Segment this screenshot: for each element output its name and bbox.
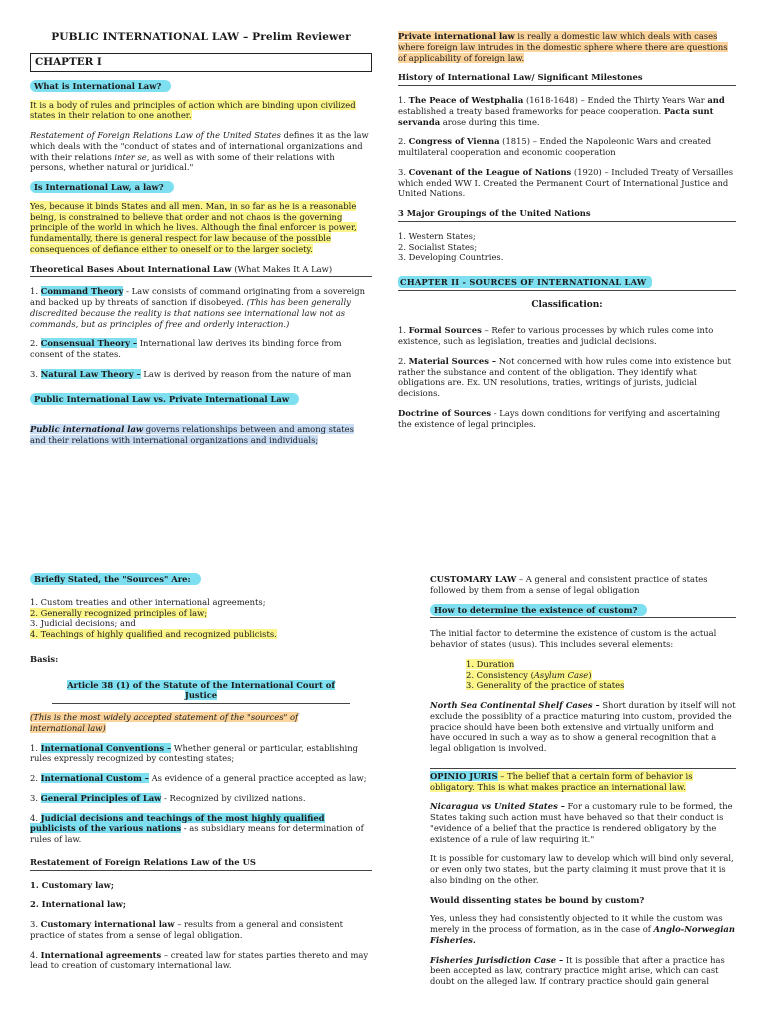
material-text: Not concerned with how rules come into existence but rather the substance and content of the obligation. They identify what obligations are. Ex. UN resolutions, traties, writings of jurists, judicial decisions. bbox=[398, 355, 732, 399]
document-title: PUBLIC INTERNATIONAL LAW – Prelim Reviewer bbox=[51, 31, 351, 43]
private-il-label: Private international law bbox=[398, 31, 515, 41]
source-item bbox=[30, 629, 372, 640]
question-is-law bbox=[30, 182, 372, 193]
groupings-heading: 3 Major Groupings of the United Nations bbox=[398, 208, 736, 222]
page2-left-column bbox=[30, 574, 372, 980]
milestone-westphalia bbox=[398, 95, 736, 127]
element-consistency-close: ) bbox=[588, 669, 592, 680]
command-theory bbox=[30, 286, 372, 329]
m1-text2: established a treaty based frameworks for peace cooperation. bbox=[398, 105, 664, 116]
theoretical-sub: (What Makes It A Law) bbox=[231, 263, 333, 274]
material-num: 2. bbox=[398, 355, 409, 366]
a2-num: 2. bbox=[30, 773, 41, 783]
asylum-case: Asylum Case bbox=[533, 669, 589, 680]
source-item bbox=[30, 597, 372, 608]
m1-end: arose during this time. bbox=[440, 116, 540, 127]
pub-vs-priv-text: Public International Law vs. Private International Law bbox=[30, 393, 299, 405]
natural-law-theory bbox=[30, 369, 372, 380]
milestone-league bbox=[398, 167, 736, 199]
north-sea-text: Short duration by itself will not exclude the possiblity of a practice maturing into custom, provided the pracice should have been both extensive and virtually uniform and have occured in such a way as to show a general recognition that a legal obligation is involved. bbox=[430, 700, 736, 753]
m2-text: – Ended the Napoleonic Wars and created multilateral cooperation and economic cooperation bbox=[398, 136, 712, 157]
grouping-item: 2. Socialist States; bbox=[398, 241, 478, 252]
private-il-paragraph bbox=[398, 31, 736, 63]
a3-text: - Recognized by civilized nations. bbox=[161, 792, 306, 803]
element-item bbox=[466, 680, 736, 691]
initial-factor-paragraph: The initial factor to determine the existence of custom is the actual behavior of states (usus). This includes several elements: bbox=[430, 628, 717, 649]
r1-text: 1. Customary law; bbox=[30, 879, 114, 890]
is-law-answer bbox=[30, 201, 372, 255]
m3-years: (1920) bbox=[571, 166, 602, 177]
m1-years: (1618-1648) bbox=[523, 95, 578, 105]
source-item bbox=[30, 608, 372, 619]
restatement-item-4 bbox=[30, 950, 372, 972]
customary-law-label: CUSTOMARY LAW bbox=[430, 574, 517, 584]
command-label: Command Theory bbox=[40, 286, 124, 297]
inter-se: inter se bbox=[114, 151, 147, 162]
command-text: - Law consists of command originating from a sovereign and backed up by threats of sanction if disobeyed. bbox=[30, 286, 365, 308]
elements-list bbox=[430, 659, 736, 691]
source-item-text: 3. Judicial decisions; and bbox=[30, 618, 136, 629]
dissenting-answer bbox=[430, 913, 736, 945]
article-item-principles bbox=[30, 793, 372, 804]
dissenting-answer-text: Yes, unless they had consistently objected to it while the custom was merely in the process of formation, as in the case of bbox=[430, 913, 723, 934]
command-num: 1. bbox=[30, 286, 41, 297]
nicaragua-label: Nicaragua vs United States – bbox=[430, 801, 565, 812]
element-duration: 1. Duration bbox=[466, 658, 515, 669]
m2-num: 2. bbox=[398, 136, 409, 147]
definition-paragraph bbox=[30, 100, 372, 122]
restatement-item-3 bbox=[30, 919, 372, 941]
restatement-end: , as well as with some of their relations with persons, whether natural or juridical." bbox=[30, 151, 335, 173]
theoretical-head: Theoretical Bases About International Law bbox=[30, 263, 232, 274]
milestone-vienna bbox=[398, 136, 736, 158]
article-item-custom bbox=[30, 773, 372, 784]
r3-num: 3. bbox=[30, 919, 41, 929]
chapter-2-text: CHAPTER II - SOURCES OF INTERNATIONAL LAW bbox=[398, 276, 652, 288]
opinio-juris-label: OPINIO JURIS bbox=[430, 770, 498, 781]
opinio-juris-text: – The belief that a certain form of behavior is obligatory. This is what makes practice an international law. bbox=[430, 770, 693, 792]
a2-label: International Custom – bbox=[40, 773, 149, 783]
how-custom-heading bbox=[430, 605, 736, 619]
article-item-judicial bbox=[30, 813, 372, 845]
element-item bbox=[466, 670, 736, 681]
basis-heading: Basis: bbox=[30, 653, 59, 664]
fisheries-text: It is possible that after a practice has been accepted as law, contrary practice might arise, which can cast doubt on the alleged law. If contrary practice should gain general bbox=[430, 954, 725, 986]
formal-sources bbox=[398, 325, 736, 347]
question-what-is-il bbox=[30, 81, 372, 92]
chapter-1-heading: CHAPTER I bbox=[30, 53, 372, 72]
customary-law-paragraph bbox=[430, 574, 736, 596]
fisheries-label: Fisheries Jurisdiction Case – bbox=[430, 954, 564, 965]
anglo-norwegian: Anglo-Norwegian Fisheries. bbox=[430, 924, 735, 945]
m2-years: (1815) bbox=[499, 136, 531, 147]
source-item-text: 4. Teachings of highly qualified and recognized publicists. bbox=[30, 629, 277, 639]
chapter-2-heading bbox=[398, 277, 736, 291]
restatement-title: Restatement of Foreign Relations Law of the United States bbox=[30, 130, 281, 141]
north-sea-paragraph bbox=[430, 700, 736, 754]
m1-pacta: Pacta sunt servanda bbox=[398, 105, 714, 127]
consensual-theory bbox=[30, 338, 372, 360]
m1-num: 1. bbox=[398, 95, 409, 105]
command-italic: (This has been generally discredited because the reality is that nations see international law not as commands, but as principles of free and orderly interaction.) bbox=[30, 297, 351, 329]
r2-text: 2. International law; bbox=[30, 899, 126, 910]
restatement-item-1 bbox=[30, 880, 372, 891]
r4-num: 4. bbox=[30, 949, 41, 960]
briefly-stated-heading bbox=[30, 574, 372, 585]
grouping-item: 1. Western States; bbox=[398, 230, 476, 241]
page1-right-column bbox=[398, 31, 736, 438]
m3-label: Covenant of the League of Nations bbox=[408, 166, 572, 177]
widely-accepted-note bbox=[30, 712, 372, 734]
r3-text: – results from a general and consistent practice of states from a sense of legal obligation. bbox=[30, 919, 344, 940]
m1-and: and bbox=[707, 95, 725, 105]
formal-text: – Refer to various processes by which rules come into existence, such as legislation, treaties and judicial decisions. bbox=[398, 325, 714, 347]
a1-num: 1. bbox=[30, 742, 41, 753]
a4-text: - as subsidiary means for determination of rules of law. bbox=[30, 823, 364, 844]
material-label: Material Sources – bbox=[408, 355, 497, 366]
r3-label: Customary international law bbox=[40, 919, 175, 929]
source-item-text: 1. Custom treaties and other international agreements; bbox=[30, 596, 266, 607]
doctrine-label: Doctrine of Sources bbox=[398, 407, 492, 418]
article-item-conventions bbox=[30, 743, 372, 765]
grouping-item: 3. Developing Countries. bbox=[398, 252, 504, 263]
a3-num: 3. bbox=[30, 792, 41, 803]
material-sources bbox=[398, 356, 736, 399]
definition-text: It is a body of rules and principles of action which are binding upon civilized states in their relation to one another. bbox=[30, 99, 356, 121]
r4-text: – created law for states parties thereto and may lead to creation of customary international law. bbox=[30, 949, 369, 971]
article-38-text: Article 38 (1) of the Statute of the International Court of Justice bbox=[67, 679, 335, 701]
north-sea-label: North Sea Continental Shelf Cases – bbox=[430, 700, 600, 710]
article-38-heading bbox=[52, 679, 350, 705]
a4-num: 4. bbox=[30, 812, 41, 823]
how-custom-text: How to determine the existence of custom? bbox=[430, 604, 647, 616]
customary-law-text: – A general and consistent practice of states followed by them from a sense of legal obligation bbox=[430, 574, 708, 595]
natural-num: 3. bbox=[30, 368, 41, 379]
element-item bbox=[466, 659, 736, 670]
widely-accepted-text: (This is the most widely accepted statement of the "sources" of international law) bbox=[30, 712, 299, 733]
classification-heading: Classification: bbox=[531, 299, 603, 310]
source-item bbox=[30, 618, 372, 629]
groupings-list bbox=[398, 231, 736, 263]
restatement-paragraph bbox=[30, 130, 372, 173]
page2-right-column bbox=[430, 574, 736, 996]
formal-num: 1. bbox=[398, 325, 409, 336]
m1-label: The Peace of Westphalia bbox=[408, 95, 524, 105]
natural-label: Natural Law Theory – bbox=[40, 368, 141, 379]
possible-paragraph: It is possible for customary law to develop which will bind only several, or even only two states, but the party claiming it must prove that it is also binding on the other. bbox=[430, 853, 734, 885]
a1-text: Whether general or particular, establishing rules expressly recognized by contesting states; bbox=[30, 742, 358, 764]
a3-label: General Principles of Law bbox=[40, 792, 162, 803]
a1-label: International Conventions – bbox=[40, 742, 172, 753]
element-consistency: 2. Consistency ( bbox=[466, 669, 534, 680]
restatement-us-heading: Restatement of Foreign Relations Law of the US bbox=[30, 857, 372, 871]
a4-label: Judicial decisions and teachings of the most highly qualified publicists of the various nations bbox=[30, 812, 325, 834]
nicaragua-paragraph bbox=[430, 801, 736, 844]
page1-left-column bbox=[30, 31, 372, 455]
restatement-item-2 bbox=[30, 899, 372, 910]
question-is-law-text: Is International Law, a law? bbox=[30, 181, 174, 193]
m3-text: – Included Treaty of Versailles which ended WW I. Created the Permanent Court of International Justice and United Nations. bbox=[398, 166, 734, 199]
briefly-stated-text: Briefly Stated, the "Sources" Are: bbox=[30, 573, 201, 585]
opinio-juris-paragraph bbox=[430, 768, 736, 793]
history-heading: History of International Law/ Significant Milestones bbox=[398, 72, 736, 86]
pub-vs-priv-heading bbox=[30, 394, 372, 405]
nicaragua-text: For a customary rule to be formed, the States taking such action must have behaved so that their conduct is "evidence of a belief that the practice is rendered obligatory by the existence of a rule of law requiring it." bbox=[430, 801, 733, 844]
natural-text: Law is derived by reason from the nature of man bbox=[140, 368, 352, 379]
m1-text: – Ended the Thirty Years War bbox=[577, 95, 708, 105]
theoretical-bases-heading bbox=[30, 264, 372, 278]
sources-list bbox=[30, 597, 372, 640]
m3-num: 3. bbox=[398, 166, 409, 177]
consensual-label: Consensual Theory – bbox=[40, 338, 138, 349]
question-what-is-il-text: What is International Law? bbox=[30, 80, 171, 92]
public-il-text: governs relationships between and among states and their relations with international organizations and individuals; bbox=[30, 424, 354, 446]
document-page-2 bbox=[0, 562, 768, 1024]
r4-label: International agreements bbox=[40, 949, 162, 960]
doctrine-text: - Lays down conditions for verifying and ascertaining the existence of legal principles. bbox=[398, 407, 721, 429]
consensual-num: 2. bbox=[30, 338, 41, 349]
doctrine-of-sources bbox=[398, 408, 736, 430]
restatement-rest: defines it as the law which deals with the "conduct of states and of international organizations and with their relations bbox=[30, 130, 369, 162]
public-il-paragraph bbox=[30, 424, 372, 446]
dissenting-question: Would dissenting states be bound by custom? bbox=[430, 894, 645, 905]
public-il-label: Public international law bbox=[30, 424, 144, 435]
formal-label: Formal Sources bbox=[408, 325, 482, 336]
element-generality: 3. Generality of the practice of states bbox=[466, 680, 625, 691]
page-separator bbox=[0, 548, 768, 562]
is-law-answer-text: Yes, because it binds States and all men. Man, in so far as he is a reasonable being, is constrained to believe that order and not chaos is the governing principle of the world in which he lives. Although the final enforcer is power, fundamentally, there is general respect for law because of the possible consequences of defiance either to oneself or to the larger society. bbox=[30, 200, 357, 254]
a2-text: As evidence of a general practice accepted as law; bbox=[148, 773, 367, 783]
source-item-text: 2. Generally recognized principles of law; bbox=[30, 607, 208, 618]
consensual-text: International law derives its binding force from consent of the states. bbox=[30, 338, 342, 360]
private-il-text: is really a domestic law which deals with cases where foreign law intrudes in the domestic sphere where there are questions of applicability of foreign law. bbox=[398, 31, 728, 63]
fisheries-paragraph bbox=[430, 955, 736, 987]
m2-label: Congress of Vienna bbox=[408, 136, 500, 147]
